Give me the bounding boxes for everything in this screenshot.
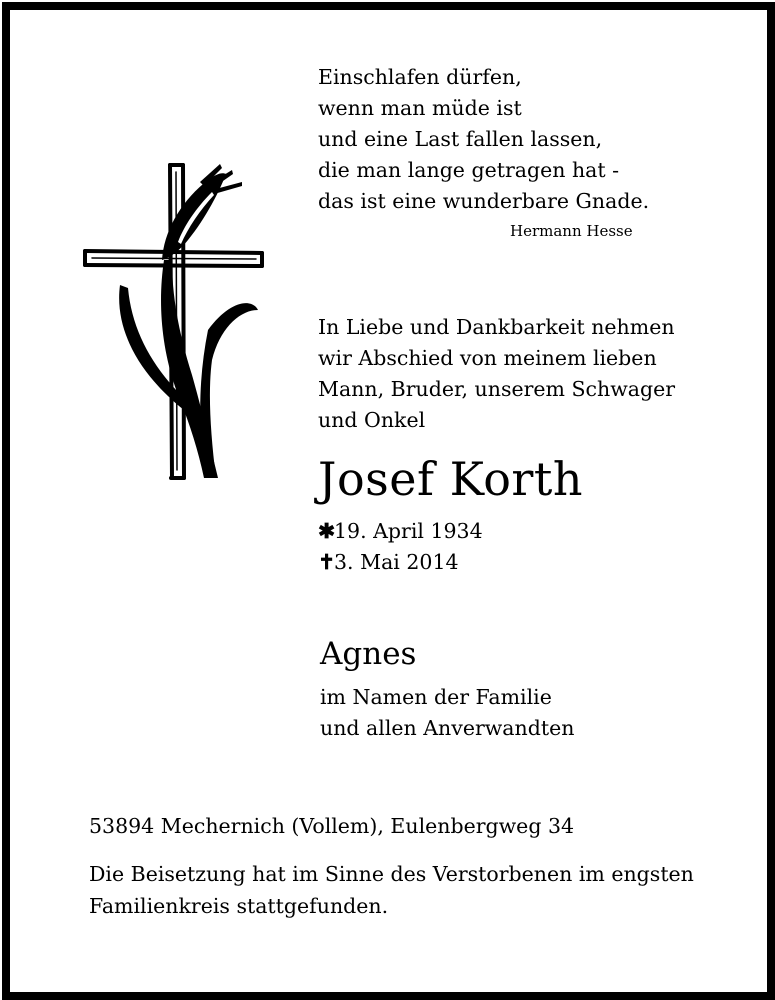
farewell-line: Mann, Bruder, unserem Schwager: [318, 377, 676, 401]
signer-line: im Namen der Familie: [320, 685, 552, 709]
farewell-text: [318, 312, 675, 436]
death-cross-icon: ✝: [318, 550, 336, 574]
farewell-line: wir Abschied von meinem lieben: [318, 346, 657, 370]
birth-date: 19. April 1934: [334, 519, 483, 543]
cross-with-wheat-icon: [80, 160, 270, 485]
poem-quote: [318, 62, 649, 217]
farewell-line: In Liebe und Dankbarkeit nehmen: [318, 315, 675, 339]
poem-line: und eine Last fallen lassen,: [318, 127, 603, 151]
burial-note: [89, 858, 694, 922]
farewell-line: und Onkel: [318, 408, 426, 432]
poem-line: wenn man müde ist: [318, 96, 522, 120]
birth-date-row: [318, 516, 483, 547]
signer-line: und allen Anverwandten: [320, 716, 575, 740]
poem-line: die man lange getragen hat -: [318, 158, 620, 182]
death-date: 3. Mai 2014: [334, 550, 459, 574]
address: 53894 Mechernich (Vollem), Eulenbergweg 34: [89, 814, 575, 838]
life-dates: [318, 516, 483, 578]
deceased-name: Josef Korth: [318, 452, 584, 506]
signer-name: Agnes: [320, 636, 417, 672]
poem-line: das ist eine wunderbare Gnade.: [318, 189, 650, 213]
signer-subtitle: [320, 682, 574, 744]
birth-star-icon: ✱: [318, 519, 336, 543]
poem-author: Hermann Hesse: [510, 222, 633, 240]
burial-note-line: Familienkreis stattgefunden.: [89, 894, 389, 918]
death-date-row: [318, 547, 483, 578]
burial-note-line: Die Beisetzung hat im Sinne des Verstorbenen im engsten: [89, 862, 694, 886]
poem-line: Einschlafen dürfen,: [318, 65, 522, 89]
